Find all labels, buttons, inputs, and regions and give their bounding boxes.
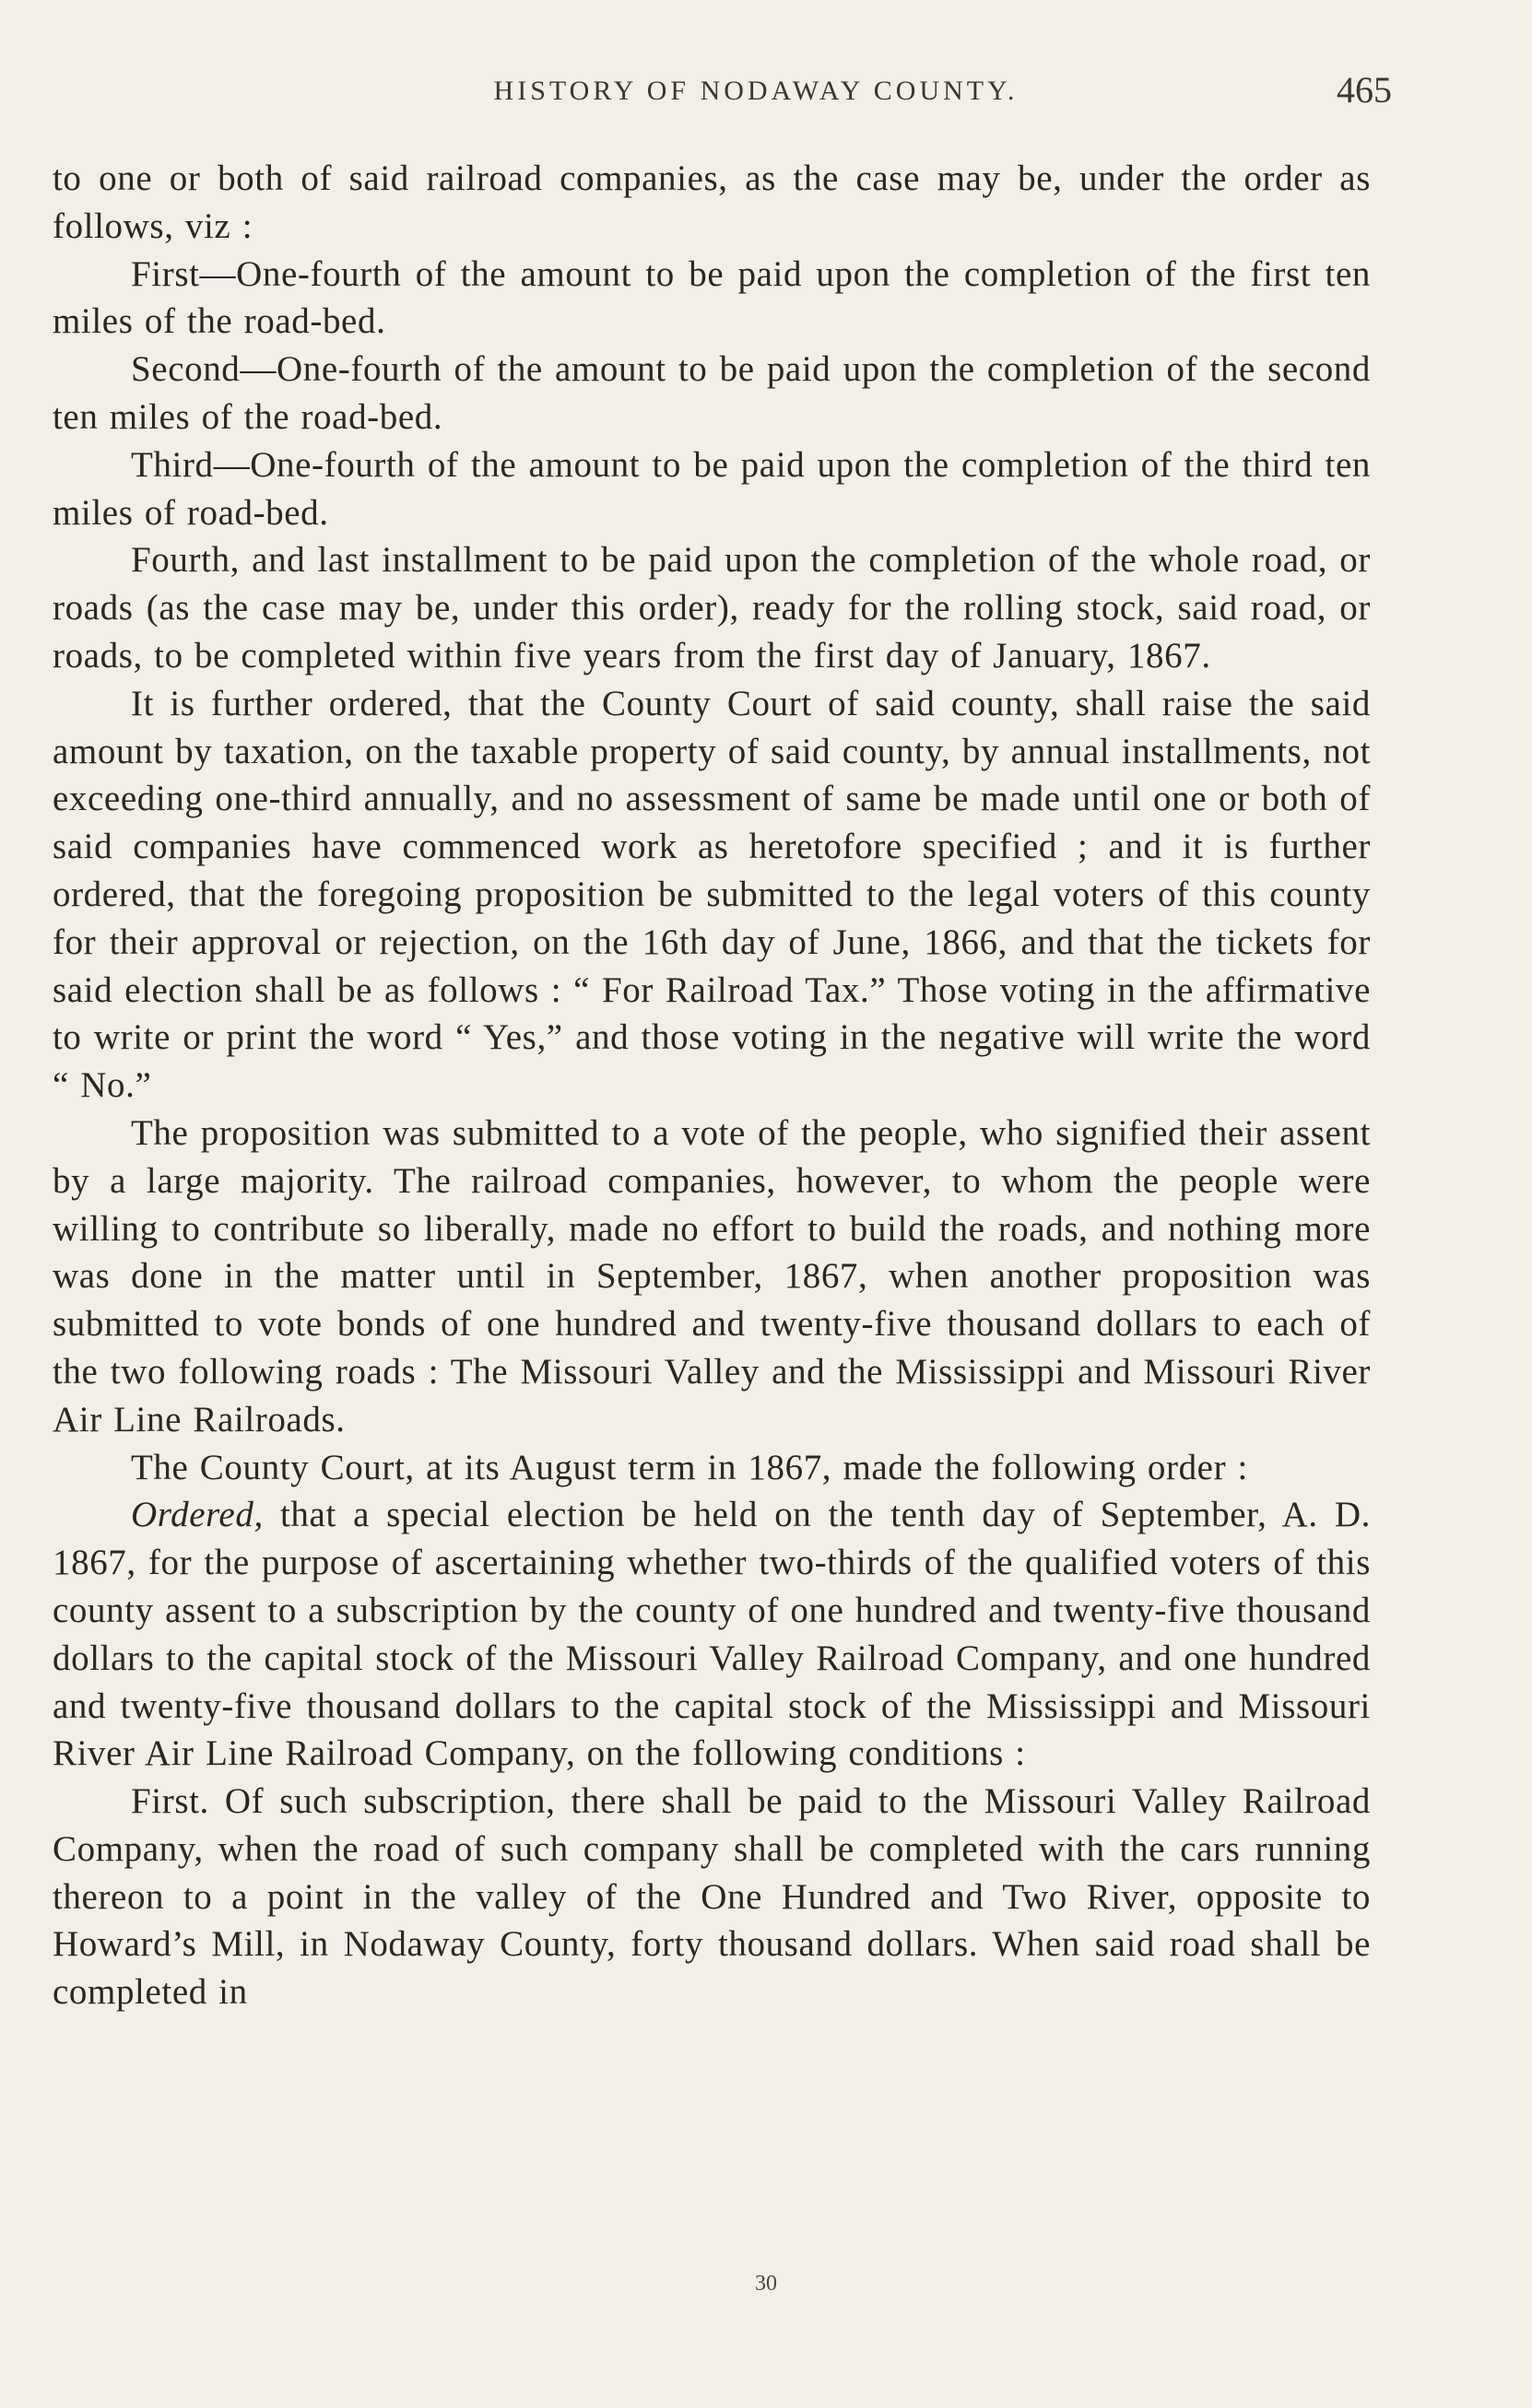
paragraph-third-installment: Third—One-fourth of the amount to be paid upon the completion of the third ten miles of road-bed. (53, 444, 1371, 533)
paragraph-taxation-order: It is further ordered, that the County Court of said county, shall raise the said amount by taxation, on the taxable property of said county, by annual installments, not exceeding one-third annually, and no assessment of same be made until one or both of said companies have commenced work as heretofore specified ; and it is further ordered, that the foregoing proposition be submitted to the legal voters of this county for their approval or rejection, on the 16th day of June, 1866, and that the tickets for said election shall be as follows : “ For Railroad Tax.” Those voting in the affirmative to write or print the word “ Yes,” and those voting in the negative will write the word “ No.” (53, 683, 1371, 1106)
paragraph-county-court: The County Court, at its August term in 1867, made the following order : (131, 1447, 1248, 1487)
paragraph-continuation: to one or both of said railroad companies, as the case may be, under the order as follows, viz : (53, 159, 1371, 246)
ordered-text: that a special election be held on the tenth day of September, A. D. 1867, for the purpose of ascertaining whether two-thirds of the qualified voters of this county assent to a subscription by the county of one hundred and twenty-five thousand dollars to the capital stock of the Missouri Valley Railroad Company, and one hundred and twenty-five thousand dollars to the capital stock of the Mississippi and Missouri River Air Line Railroad Company, on the following conditions : (53, 1495, 1371, 1774)
ordered-word: Ordered, (131, 1495, 264, 1535)
signature-mark: 30 (755, 2272, 777, 2296)
page-number: 465 (1337, 69, 1392, 111)
paragraph-second-installment: Second—One-fourth of the amount to be paid upon the completion of the second ten miles of the road-bed. (53, 349, 1371, 437)
paragraph-proposition-vote: The proposition was submitted to a vote of the people, who signified their assent by a large majority. The railroad companies, however, to whom the people were willing to contribute so liberally, made no effort to build the roads, and nothing more was done in the matter until in September, 1867, when another proposition was submitted to vote bonds of one hundred and twenty-five thousand dollars to each of the two following roads : The Missouri Valley and the Mississippi and Missouri River Air Line Railroads. (53, 1112, 1371, 1439)
paragraph-ordered (53, 1491, 1371, 1778)
paragraph-fourth-installment: Fourth, and last installment to be paid upon the completion of the whole road, or roads (as the case may be, under this order), ready for the rolling stock, said road, or roads, to be completed within five years from the first day of January, 1867. (53, 540, 1371, 675)
paragraph-first-installment: First—One-fourth of the amount to be paid upon the completion of the first ten miles of the road-bed. (53, 253, 1371, 342)
running-title: HISTORY OF NODAWAY COUNTY. (493, 76, 1019, 106)
body-text (53, 155, 1371, 2016)
paragraph-first-condition: First. Of such subscription, there shall be paid to the Missouri Valley Railroad Company, when the road of such company shall be completed with the cars running thereon to a point in the valley of the One Hundred and Two River, opposite to Howard’s Mill, in Nodaway County, forty thousand dollars. When said road shall be completed in (53, 1781, 1371, 2013)
